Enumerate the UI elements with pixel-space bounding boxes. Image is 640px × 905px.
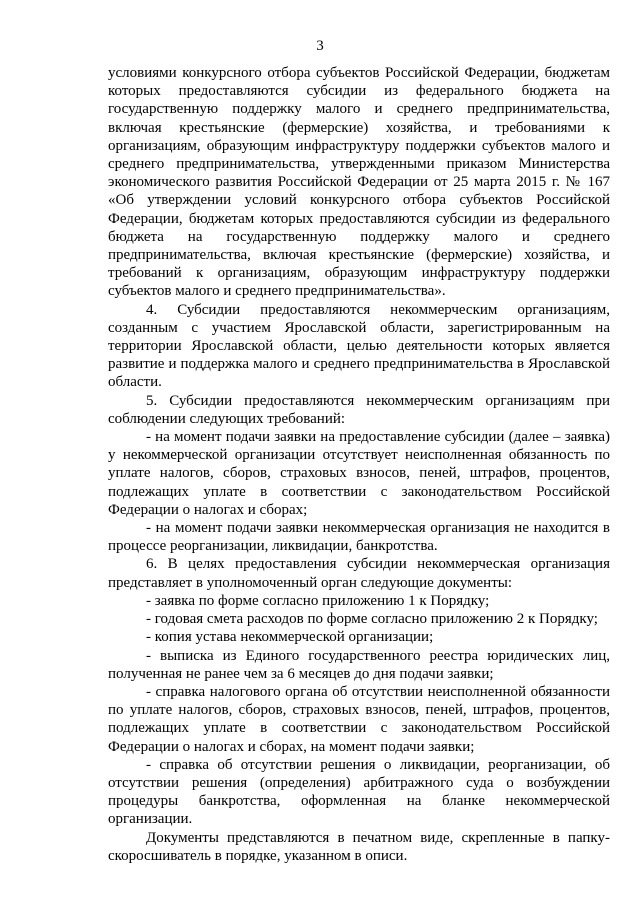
document-budget-estimate: - годовая смета расходов по форме согласно приложению 2 к Порядку; [146, 611, 598, 628]
page-number: 3 [316, 38, 324, 54]
paragraph-item-6: 6. В целях предоставления субсидии некоммерческая организация представляет в уполномоченный орган следующие документы: [108, 556, 610, 591]
document-body [108, 64, 610, 865]
document-application: - заявка по форме согласно приложению 1 к Порядку; [146, 592, 490, 609]
requirement-no-debt: - на момент подачи заявки на предоставление субсидии (далее – заявка) у некоммерческой организации отсутствует неисполненная обязанность по уплате налогов, сборов, страховых взносов, пеней, штрафов, процентов, подлежащих уплате в соответствии с законодательством Российской Федерации о налогах и сборах; [108, 429, 610, 518]
document-liquidation-certificate: - справка об отсутствии решения о ликвидации, реорганизации, об отсутствии решения (определения) арбитражного суда о возбуждении процедуры банкротства, оформленная на бланке некоммерческой организации. [108, 756, 610, 828]
paragraph-item-4: 4. Субсидии предоставляются некоммерческим организациям, созданным с участием Ярославской области, зарегистрированным на территории Ярославской области, целью деятельности которых является развитие и поддержка малого и среднего предпринимательства в Ярославской области. [108, 301, 610, 391]
document-tax-certificate: - справка налогового органа об отсутствии неисполненной обязанности по уплате налогов, сборов, страховых взносов, пеней, штрафов, процентов, подлежащих уплате в соответствии с законодательством Российской Федерации о налогах и сборах, на момент подачи заявки; [108, 683, 610, 755]
paragraph-continuation: условиями конкурсного отбора субъектов Российской Федерации, бюджетам которых предоставляются субсидии из федерального бюджета на государственную поддержку малого и среднего предпринимательства, включая крестьянские (фермерские) хозяйства, и требованиями к организациям, образующим инфраструктуру поддержки субъектов малого и среднего предпринимательства, утвержденными приказом Министерства экономического развития Российской Федерации от 25 марта 2015 г. № 167 «Об утверждении условий конкурсного отбора субъектов Российской Федерации, бюджетам которых предоставляются субсидии из федерального бюджета на государственную поддержку малого и среднего предпринимательства, включая крестьянские (фермерские) хозяйства, и требований к организациям, образующим инфраструктуру поддержки субъектов малого и среднего предпринимательства». [108, 65, 610, 300]
document-registry-extract: - выписка из Единого государственного реестра юридических лиц, полученная не ранее чем за 6 месяцев до дня подачи заявки; [108, 647, 610, 682]
requirement-no-reorganization: - на момент подачи заявки некоммерческая организация не находится в процессе реорганизации, ликвидации, банкротства. [108, 520, 610, 555]
paragraph-item-5: 5. Субсидии предоставляются некоммерческим организациям при соблюдении следующих требований: [108, 392, 610, 427]
paragraph-submission-format: Документы представляются в печатном виде, скрепленные в папку-скоросшиватель в порядке, указанном в описи. [108, 829, 610, 864]
document-charter-copy: - копия устава некоммерческой организации; [146, 629, 434, 646]
